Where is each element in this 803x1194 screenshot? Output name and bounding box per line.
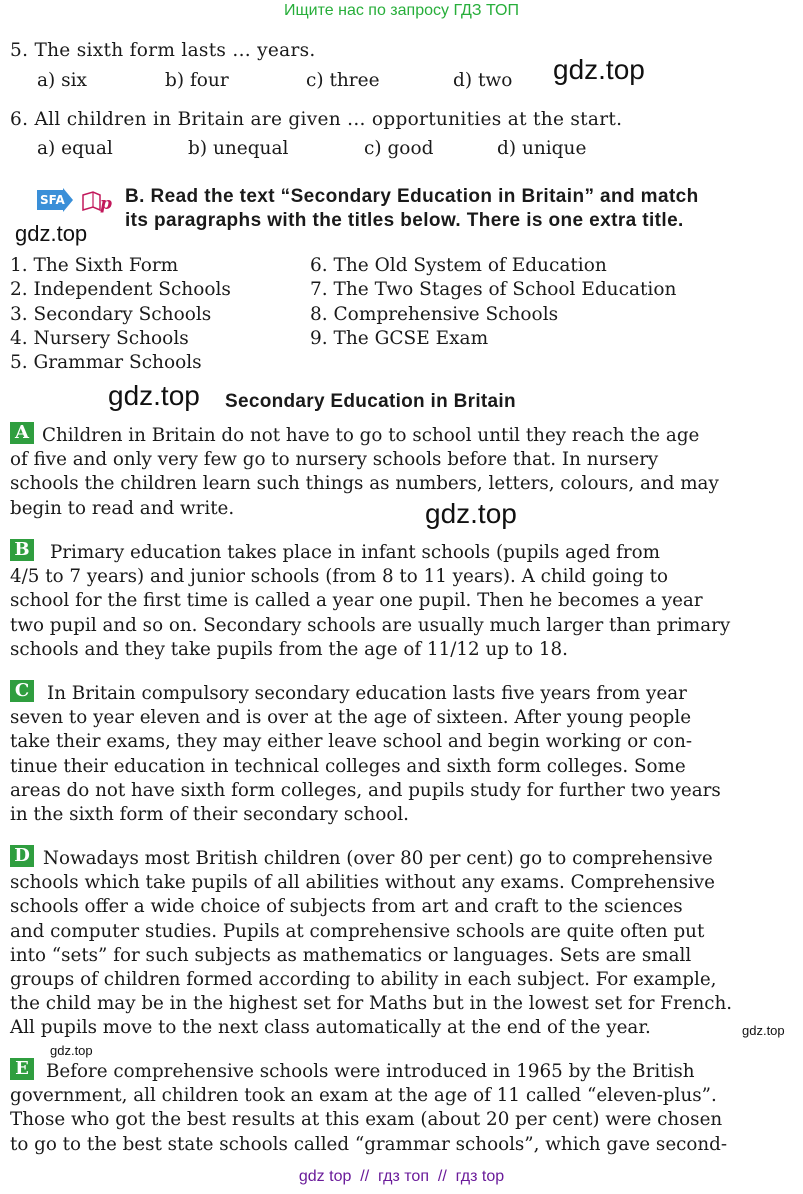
paragraph-line: Before comprehensive schools were introduced in 1965 by the British [46, 1061, 695, 1082]
book-icon [80, 189, 116, 213]
paragraph-line: and computer studies. Pupils at comprehensive schools are quite often put [10, 920, 705, 942]
title-item: 6. The Old System of Education [310, 255, 607, 276]
paragraph-line: schools which take pupils of all abilities without any exams. Comprehensive [10, 872, 715, 894]
option-6d: d) unique [497, 138, 587, 159]
paragraph-b [10, 541, 789, 662]
watermark: gdz.top [15, 221, 88, 246]
paragraph-letter-a: A [10, 422, 34, 444]
option-5d: d) two [453, 70, 513, 91]
paragraph-line: begin to read and write. [10, 497, 235, 519]
paragraph-d [10, 847, 789, 1041]
paragraph-line: seven to year eleven and is over at the age of sixteen. After young people [10, 707, 692, 729]
paragraph-line: school for the first time is called a year one pupil. Then he becomes a year [10, 590, 703, 612]
footer-links[interactable]: gdz top // гдз топ // гдз top [298, 1168, 505, 1185]
paragraph-e [10, 1060, 789, 1157]
titles-right-column [310, 254, 676, 351]
titles-left-column [10, 254, 231, 375]
paragraph-letter-d: D [10, 845, 34, 867]
paragraph-line: Primary education takes place in infant schools (pupils aged from [50, 542, 660, 563]
option-6c: c) good [364, 138, 434, 159]
task-instruction-line2: its paragraphs with the titles below. There is one extra title. [125, 210, 684, 231]
top-banner[interactable]: Ищите нас по запросу ГДЗ ТОП [284, 2, 519, 19]
paragraph-letter-b: B [10, 539, 34, 561]
paragraph-line: tinue their education in technical colleges and sixth form colleges. Some [10, 755, 686, 777]
sfa-icon [37, 188, 75, 210]
paragraph-line: the child may be in the highest set for Maths but in the lowest set for French. [10, 993, 733, 1015]
question-number: 5. [10, 40, 29, 61]
question-5 [10, 40, 316, 61]
watermark: gdz.top [50, 1043, 93, 1058]
paragraph-line: Those who got the best results at this exam (about 20 per cent) were chosen [10, 1109, 723, 1131]
paragraph-line: into “sets” for such subjects as mathematics or languages. Sets are small [10, 944, 692, 966]
title-item: 1. The Sixth Form [10, 255, 179, 276]
paragraph-line: government, all children took an exam at the age of 11 called “eleven-plus”. [10, 1085, 717, 1107]
question-6 [10, 109, 622, 130]
title-item: 4. Nursery Schools [10, 327, 189, 349]
svg-text:p: p [100, 194, 112, 213]
title-item: 9. The GCSE Exam [310, 327, 489, 349]
title-item: 8. Comprehensive Schools [310, 303, 559, 325]
paragraph-line: groups of children formed according to ability in each subject. For example, [10, 969, 717, 991]
paragraph-line: 4/5 to 7 years) and junior schools (from 8 to 11 years). A child going to [10, 566, 669, 588]
paragraph-line: schools and they take pupils from the age of 11/12 up to 18. [10, 638, 568, 660]
option-5b: b) four [165, 70, 229, 91]
paragraph-line: schools the children learn such things as numbers, letters, colours, and may [10, 473, 719, 495]
question-number: 6. [10, 109, 29, 130]
paragraph-line: schools offer a wide choice of subjects from art and craft to the sciences [10, 896, 683, 918]
svg-text:SFA: SFA [40, 193, 65, 207]
option-5c: c) three [306, 70, 380, 91]
title-item: 3. Secondary Schools [10, 303, 212, 325]
paragraph-line: in the sixth form of their secondary school. [10, 804, 409, 826]
paragraph-line: Nowadays most British children (over 80 per cent) go to comprehensive [43, 848, 713, 869]
paragraph-line: two pupil and so on. Secondary schools are usually much larger than primary [10, 614, 731, 636]
paragraph-c [10, 682, 789, 827]
option-5a: a) six [37, 70, 87, 91]
option-6a: a) equal [37, 138, 113, 159]
option-6b: b) unequal [188, 138, 289, 159]
paragraph-line: take their exams, they may either leave school and begin working or con- [10, 731, 693, 753]
title-item: 7. The Two Stages of School Education [310, 279, 677, 301]
paragraph-letter-c: C [10, 680, 34, 702]
task-instruction-line1: B. Read the text “Secondary Education in Britain” and match [125, 186, 699, 207]
question-text: The sixth form lasts ... years. [34, 40, 316, 61]
paragraph-line: of five and only very few go to nursery schools before that. In nursery [10, 449, 659, 471]
question-text: All children in Britain are given ... opportunities at the start. [34, 109, 623, 130]
paragraph-line: All pupils move to the next class automatically at the end of the year. [10, 1017, 651, 1039]
watermark: gdz.top [742, 1023, 785, 1038]
paragraph-line: areas do not have sixth form colleges, and pupils study for further two years [10, 779, 721, 801]
watermark: gdz.top [425, 498, 517, 529]
paragraph-line: Children in Britain do not have to go to school until they reach the age [42, 425, 700, 446]
article-title: Secondary Education in Britain [225, 391, 516, 412]
paragraph-line: to go to the best state schools called “grammar schools”, which gave second- [10, 1133, 728, 1155]
paragraph-line: In Britain compulsory secondary education lasts five years from year [47, 683, 687, 704]
title-item: 2. Independent Schools [10, 279, 231, 301]
paragraph-letter-e: E [10, 1058, 34, 1080]
watermark: gdz.top [108, 380, 200, 411]
watermark: gdz.top [553, 54, 645, 85]
paragraph-a [10, 424, 789, 521]
title-item: 5. Grammar Schools [10, 352, 202, 374]
